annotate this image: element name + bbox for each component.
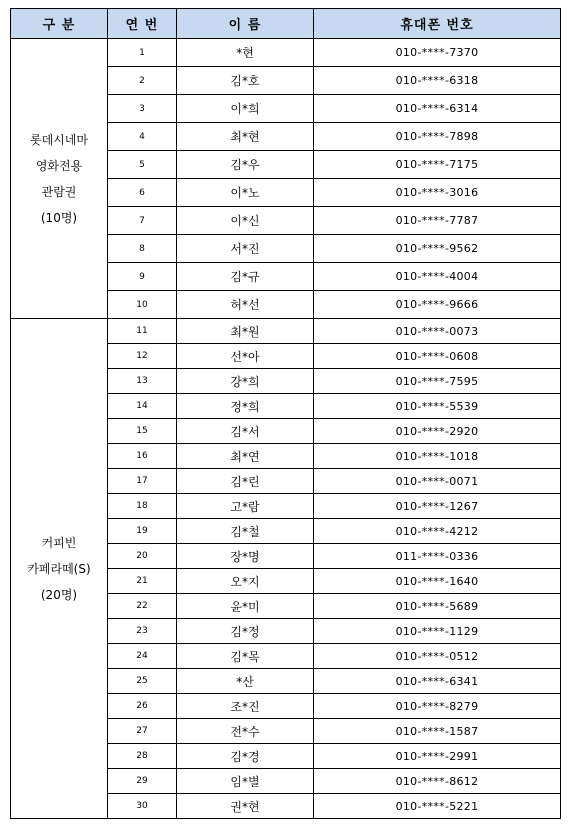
phone-cell: 010-****-5539 [314,394,561,419]
serial-number-cell: 5 [108,151,177,179]
phone-cell: 010-****-8612 [314,769,561,794]
serial-number-cell: 30 [108,794,177,819]
phone-cell: 010-****-4212 [314,519,561,544]
serial-number-cell: 14 [108,394,177,419]
phone-cell: 011-****-0336 [314,544,561,569]
serial-number-cell: 27 [108,719,177,744]
name-cell: 허*선 [177,291,314,319]
serial-number-cell: 24 [108,644,177,669]
name-cell: 전*수 [177,719,314,744]
phone-cell: 010-****-7898 [314,123,561,151]
name-cell: 서*진 [177,235,314,263]
name-cell: 김*철 [177,519,314,544]
serial-number-cell: 1 [108,39,177,67]
phone-cell: 010-****-1587 [314,719,561,744]
name-cell: 김*서 [177,419,314,444]
serial-number-cell: 3 [108,95,177,123]
table-body [11,39,561,819]
name-cell: 이*노 [177,179,314,207]
phone-cell: 010-****-0608 [314,344,561,369]
name-cell: 김*린 [177,469,314,494]
serial-number-cell: 7 [108,207,177,235]
phone-cell: 010-****-1129 [314,619,561,644]
name-cell: 이*희 [177,95,314,123]
group-label-line: 관람권 [41,184,77,199]
name-cell: 김*호 [177,67,314,95]
serial-number-cell: 20 [108,544,177,569]
name-cell: *산 [177,669,314,694]
phone-cell: 010-****-1640 [314,569,561,594]
header-name: 이 름 [177,9,314,39]
phone-cell: 010-****-0071 [314,469,561,494]
serial-number-cell: 8 [108,235,177,263]
name-cell: 김*정 [177,619,314,644]
phone-cell: 010-****-7370 [314,39,561,67]
group-label-line: 롯데시네마 [30,132,88,147]
name-cell: 선*아 [177,344,314,369]
serial-number-cell: 9 [108,263,177,291]
header-category: 구 분 [11,9,108,39]
phone-cell: 010-****-1267 [314,494,561,519]
phone-cell: 010-****-8279 [314,694,561,719]
serial-number-cell: 6 [108,179,177,207]
name-cell: 장*명 [177,544,314,569]
serial-number-cell: 21 [108,569,177,594]
name-cell: 김*우 [177,151,314,179]
name-cell: 정*희 [177,394,314,419]
serial-number-cell: 23 [108,619,177,644]
group-label-line: 영화전용 [35,158,83,173]
header-serial-number: 연 번 [108,9,177,39]
name-cell: 고*람 [177,494,314,519]
serial-number-cell: 28 [108,744,177,769]
phone-cell: 010-****-4004 [314,263,561,291]
phone-cell: 010-****-1018 [314,444,561,469]
table-row [11,319,561,344]
group-label-line: (20명) [40,587,78,602]
serial-number-cell: 19 [108,519,177,544]
group-label [11,39,108,319]
name-cell: 윤*미 [177,594,314,619]
header-phone: 휴대폰 번호 [314,9,561,39]
table-row [11,39,561,67]
name-cell: 최*연 [177,444,314,469]
phone-cell: 010-****-0512 [314,644,561,669]
name-cell: 이*신 [177,207,314,235]
phone-cell: 010-****-3016 [314,179,561,207]
phone-cell: 010-****-2920 [314,419,561,444]
phone-cell: 010-****-5221 [314,794,561,819]
serial-number-cell: 22 [108,594,177,619]
phone-cell: 010-****-6341 [314,669,561,694]
winner-table [10,8,561,819]
phone-cell: 010-****-7595 [314,369,561,394]
phone-cell: 010-****-9666 [314,291,561,319]
serial-number-cell: 11 [108,319,177,344]
group-label-line: 카페라떼(S) [27,561,91,576]
serial-number-cell: 26 [108,694,177,719]
group-label-line: 커피빈 [41,535,77,550]
group-label-line: (10명) [40,210,78,225]
serial-number-cell: 17 [108,469,177,494]
name-cell: 김*목 [177,644,314,669]
name-cell: 김*경 [177,744,314,769]
serial-number-cell: 10 [108,291,177,319]
phone-cell: 010-****-7175 [314,151,561,179]
serial-number-cell: 2 [108,67,177,95]
phone-cell: 010-****-7787 [314,207,561,235]
name-cell: 오*지 [177,569,314,594]
phone-cell: 010-****-6318 [314,67,561,95]
serial-number-cell: 13 [108,369,177,394]
serial-number-cell: 16 [108,444,177,469]
serial-number-cell: 29 [108,769,177,794]
phone-cell: 010-****-5689 [314,594,561,619]
name-cell: *현 [177,39,314,67]
name-cell: 강*희 [177,369,314,394]
name-cell: 최*현 [177,123,314,151]
name-cell: 임*별 [177,769,314,794]
group-label [11,319,108,819]
serial-number-cell: 15 [108,419,177,444]
phone-cell: 010-****-9562 [314,235,561,263]
name-cell: 조*진 [177,694,314,719]
phone-cell: 010-****-6314 [314,95,561,123]
name-cell: 권*현 [177,794,314,819]
serial-number-cell: 4 [108,123,177,151]
serial-number-cell: 25 [108,669,177,694]
name-cell: 최*원 [177,319,314,344]
phone-cell: 010-****-0073 [314,319,561,344]
name-cell: 김*규 [177,263,314,291]
phone-cell: 010-****-2991 [314,744,561,769]
serial-number-cell: 18 [108,494,177,519]
header-row [11,9,561,39]
serial-number-cell: 12 [108,344,177,369]
